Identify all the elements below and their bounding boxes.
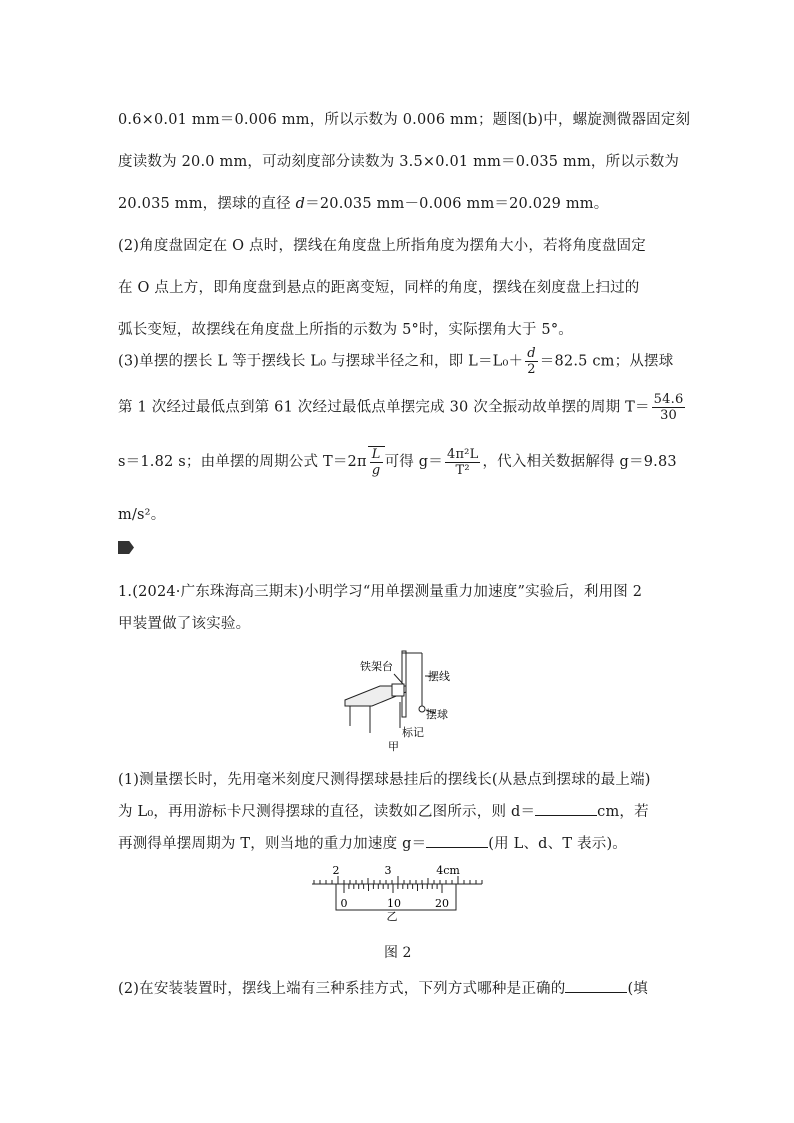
fraction-denominator: 2 — [527, 362, 536, 377]
section-marker-icon — [118, 541, 134, 554]
figure-yi-vernier-caliper — [310, 862, 490, 922]
text-span: (3)单摆的摆长 L 等于摆线长 L₀ 与摆球半径之和，即 L＝L₀＋ — [118, 353, 524, 370]
text-span: 再测得单摆周期为 T，则当地的重力加速度 g＝ — [118, 836, 427, 852]
fraction-numerator: 54.6 — [653, 392, 684, 407]
question-part1-line-3 — [118, 832, 627, 853]
text-line-1: 0.6×0.01 mm＝0.006 mm，所以示数为 0.006 mm；题图(b)中，螺旋测微器固定刻 — [118, 112, 691, 128]
fraction-d-over-2 — [525, 346, 538, 377]
main-scale-label: 3 — [384, 864, 392, 877]
fraction-g-formula — [445, 447, 480, 478]
text-span: (用 L、d、T 表示)。 — [488, 836, 627, 852]
text-span: ，代入相关数据解得 g＝9.83 — [482, 454, 677, 470]
question-line-2: 甲装置做了该实验。 — [118, 616, 251, 632]
question-part2-line — [118, 977, 648, 998]
text-span: (2)在安装装置时，摆线上端有三种系挂方式，下列方式哪种是正确的 — [118, 981, 566, 997]
text-span: 可得 g＝ — [384, 454, 443, 470]
fraction-numerator: d — [527, 346, 536, 361]
text-line-8 — [118, 392, 687, 423]
label-ball: 摆球 — [426, 708, 448, 721]
text-span: 20.035 mm，摆球的直径 — [118, 196, 296, 212]
text-line-7 — [118, 346, 673, 377]
text-line-6: 弧长变短，故摆线在角度盘上所指的示数为 5°时，实际摆角大于 5°。 — [118, 322, 573, 338]
main-scale-label: 4cm — [436, 864, 460, 877]
fraction-denominator: g — [371, 463, 381, 478]
text-line-4: (2)角度盘固定在 O 点时，摆线在角度盘上所指角度为摆角大小，若将角度盘固定 — [118, 238, 646, 254]
fraction-denominator: 30 — [660, 408, 678, 423]
fraction-numerator: L — [371, 447, 381, 462]
text-line-10: m/s²。 — [118, 507, 166, 523]
text-span: 第 1 次经过最低点到第 61 次经过最低点单摆完成 30 次全振动故单摆的周期 T＝ — [118, 399, 650, 416]
sqrt-l-over-g — [368, 446, 385, 478]
fraction-period — [652, 392, 686, 423]
question-part1-line-1: (1)测量摆长时，先用毫米刻度尺测得摆球悬挂后的摆线长(从悬点到摆球的最上端) — [118, 772, 651, 788]
figure-jia-apparatus — [340, 648, 460, 753]
vernier-scale-label: 10 — [387, 897, 401, 910]
answer-blank-g[interactable] — [426, 833, 488, 848]
answer-blank-d[interactable] — [535, 801, 597, 816]
pendulum-ball — [419, 706, 425, 712]
figure-caption: 图 2 — [384, 945, 412, 961]
text-line-2: 度读数为 20.0 mm，可动刻度部分读数为 3.5×0.01 mm＝0.035 mm，所以示数为 — [118, 154, 680, 170]
text-span: cm，若 — [597, 804, 649, 820]
clamp — [392, 684, 404, 696]
fraction-l-over-g — [370, 447, 383, 478]
caption-jia: 甲 — [388, 740, 399, 753]
label-string: 摆线 — [428, 670, 450, 683]
text-line-9 — [118, 446, 677, 478]
text-span: 为 L₀，再用游标卡尺测得摆球的直径，读数如乙图所示，则 d＝ — [118, 804, 536, 820]
fraction-numerator: 4π²L — [446, 446, 479, 462]
text-span: ＝82.5 cm；从摆球 — [539, 353, 674, 370]
section-heading — [118, 541, 140, 557]
main-scale-ticks — [314, 876, 482, 884]
main-scale-label: 2 — [332, 864, 340, 877]
text-span: (填 — [627, 981, 648, 997]
vernier-scale-label: 20 — [435, 897, 449, 910]
vernier-scale-label: 0 — [340, 897, 348, 910]
text-span: ＝20.035 mm－0.006 mm＝20.029 mm。 — [305, 196, 609, 212]
text-span: s＝1.82 s；由单摆的周期公式 T＝2π — [118, 454, 367, 470]
text-line-5: 在 O 点上方，即角度盘到悬点的距离变短，同样的角度，摆线在刻度盘上扫过的 — [118, 280, 640, 296]
var-d: d — [295, 196, 306, 212]
answer-blank-choice[interactable] — [565, 978, 627, 993]
text-line-3 — [118, 192, 608, 213]
question-part1-line-2 — [118, 800, 649, 821]
label-mark: 标记 — [402, 726, 424, 739]
caption-yi: 乙 — [386, 910, 398, 922]
fraction-denominator: T² — [455, 462, 470, 478]
question-line-1: 1.(2024·广东珠海高三期末)小明学习“用单摆测量重力加速度”实验后，利用图 2 — [118, 584, 643, 600]
label-stand: 铁架台 — [360, 660, 393, 673]
